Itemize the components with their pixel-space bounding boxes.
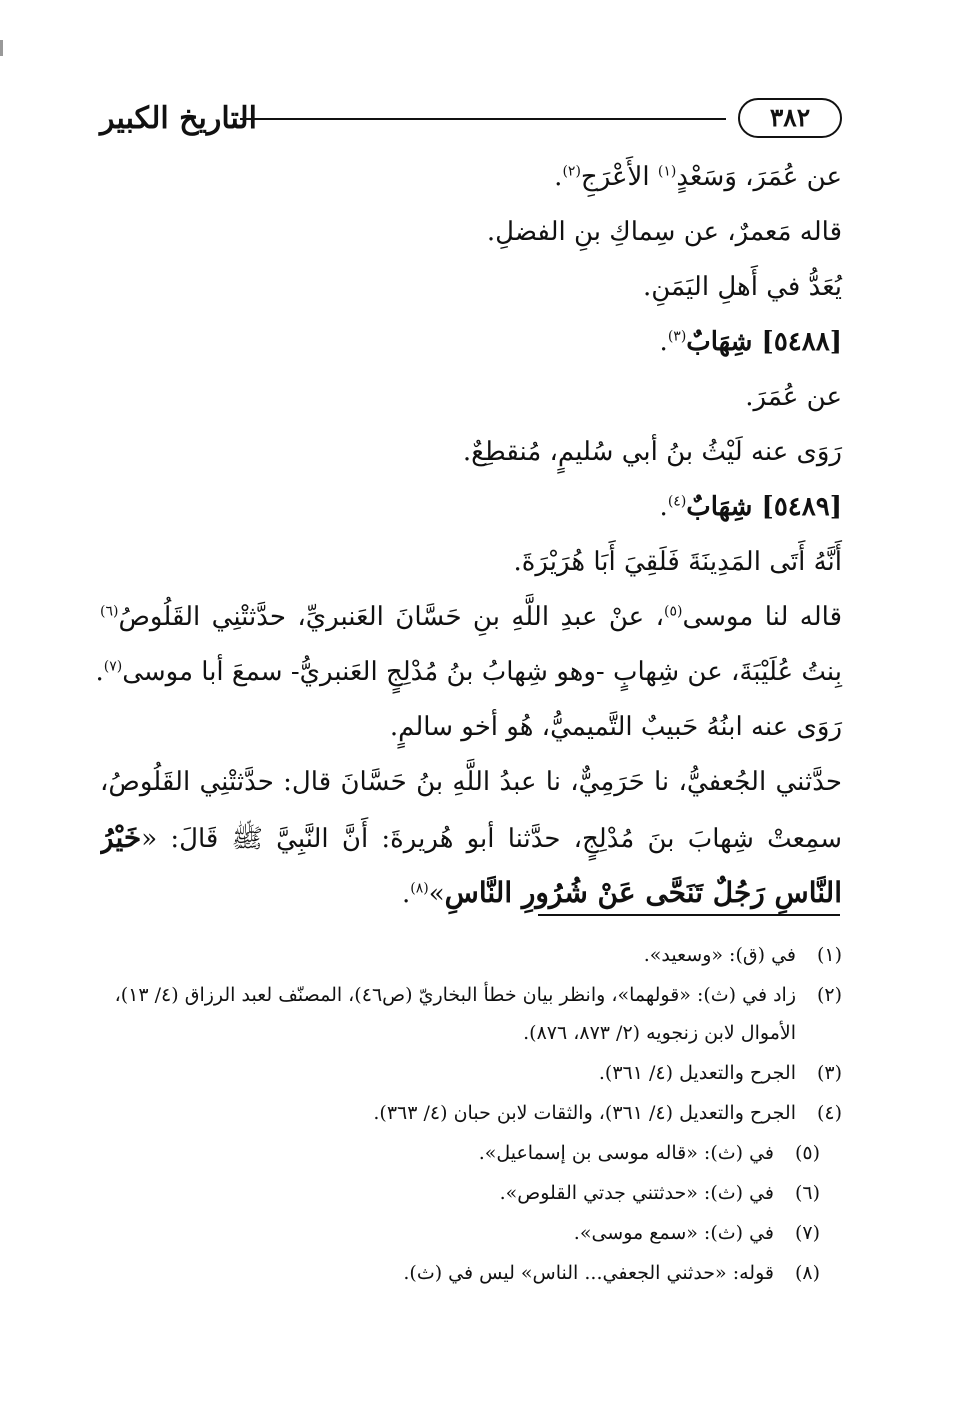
text-span: . <box>659 492 668 522</box>
text-line: يُعَدُّ في أَهلِ اليَمَنِ. <box>642 272 842 302</box>
footnote-number: (٣) <box>816 1062 842 1084</box>
footnote-item <box>100 936 842 974</box>
hadith-text: النَّاسِ رَجُلٌ تَنَحَّى عَنْ شُرُورِ النَّاسِ <box>444 876 842 909</box>
entry-number: [٥٤٨٩] <box>761 492 842 522</box>
footnote-rule <box>538 914 840 916</box>
text-span: بِنتُ عُلَيْبَةَ، عن شِهابٍ -وهو شِهابُ بنُ مُدْلِجٍ العَنبريُّ- سمعَ أبا موسى <box>122 657 842 687</box>
page-header <box>100 96 842 142</box>
footnote-number: (٨) <box>794 1262 820 1284</box>
footnote-text: في (ث): «حدثتني جدتي القلوص». <box>499 1182 774 1204</box>
text-line <box>95 645 842 700</box>
footnote-ref: (٧) <box>103 658 123 675</box>
footnote-ref: (١) <box>657 163 677 180</box>
entry-number: [٥٤٨٨] <box>761 327 842 357</box>
text-span: عن عُمَرَ، وَسَعْدٍ <box>676 162 842 192</box>
footnote-item <box>100 1254 842 1292</box>
footnote-number: (٥) <box>794 1142 820 1164</box>
header-rule <box>240 118 726 120</box>
footnote-text: في (ث): «سمع موسى». <box>573 1222 774 1244</box>
text-line: أَنَّهُ أَتَى المَدِينَةَ فَلَقِيَ أَبَا هُرَيْرَةَ. <box>513 547 842 577</box>
text-line: حدَّثني الجُعفيُّ، نا حَرَمِيٌّ، نا عبدُ اللَّهِ بنُ حَسَّانَ قال: حدَّثتْنِي القَلُوصُ، <box>100 767 842 797</box>
running-title: التاريخ الكبير <box>100 101 258 136</box>
page-number: ٣٨٢ <box>738 98 842 138</box>
text-span: » <box>428 879 445 909</box>
footnote-number: (١) <box>816 944 842 966</box>
entry-name: شِهَابٌ <box>686 327 762 357</box>
hadith-text: خَيْرُ <box>100 821 142 854</box>
text-line: رَوَى عنه لَيْثُ بنُ أبي سُليمٍ، مُنقطِعٌ. <box>462 437 842 467</box>
main-text <box>95 150 842 920</box>
footnote-text: زاد في (ث): «قولهما»، وانظر بيان خطأ البخاريّ (ص٤٦)، المصنّف لعبد الرزاق (٤/ ١٣)، الأموال لابن زنجويه (٢/ ٨٧٣، ٨٧٦). <box>114 984 796 1044</box>
footnote-item <box>100 1214 842 1252</box>
footnote-item <box>100 1094 842 1132</box>
text-span: . <box>401 879 411 909</box>
footnote-number: (٦) <box>794 1182 820 1204</box>
text-span: ، عنْ عبدِ اللَّهِ بنِ حَسَّانَ العَنبريِّ، حدَّثتْنِي القَلُوصُ <box>118 602 664 632</box>
text-line <box>100 590 842 645</box>
footnote-ref: (٤) <box>667 493 687 510</box>
text-span: . <box>95 657 104 687</box>
text-line: قاله مَعمرٌ، عن سِماكِ بنِ الفضلِ. <box>486 217 842 247</box>
footnote-text: الجرح والتعديل (٤/ ٣٦١). <box>598 1062 796 1084</box>
entry-heading-5488 <box>100 315 842 370</box>
text-span: . <box>659 327 668 357</box>
text-span: . <box>554 162 563 192</box>
text-line <box>100 865 842 920</box>
footnotes <box>100 936 842 1294</box>
footnote-ref: (٦) <box>100 603 119 620</box>
footnote-number: (٢) <box>816 984 842 1006</box>
entry-name: شِهَابٌ <box>686 492 762 522</box>
footnote-ref: (٥) <box>664 603 683 620</box>
entry-heading-5489 <box>100 480 842 535</box>
footnote-item <box>100 1054 842 1092</box>
footnote-number: (٤) <box>816 1102 842 1124</box>
footnote-item <box>100 1174 842 1212</box>
footnote-text: الجرح والتعديل (٤/ ٣٦١)، والثقات لابن حبان (٤/ ٣٦٣). <box>373 1102 796 1124</box>
text-span: الأَعْرَجِ <box>580 162 658 192</box>
scan-margin-mark <box>0 40 3 56</box>
text-line: عن عُمَرَ. <box>745 382 842 412</box>
footnote-ref: (٨) <box>410 880 429 897</box>
text-span: سمِعتْ شِهابَ بنَ مُدْلِجٍ، حدَّثنا أبو هُريرةَ: أَنَّ النَّبِيَّ ﷺ قَالَ: « <box>141 824 842 854</box>
footnote-text: في (ق): «وسعيد». <box>643 944 796 966</box>
text-line: رَوَى عنه ابنُهُ حَبيبٌ التَّميميُّ، هُو أخو سالمٍ. <box>389 712 842 742</box>
footnote-item <box>100 976 842 1052</box>
footnote-number: (٧) <box>794 1222 820 1244</box>
text-line <box>100 150 842 205</box>
footnote-text: في (ث): «قاله موسى بن إسماعيل». <box>478 1142 774 1164</box>
footnote-ref: (٣) <box>667 328 687 345</box>
text-span: قاله لنا موسى <box>682 602 842 632</box>
text-line <box>100 810 842 865</box>
footnote-ref: (٢) <box>562 163 581 180</box>
footnote-text: قوله: «حدثني الجعفي... الناس» ليس في (ث). <box>403 1262 774 1284</box>
footnote-item <box>100 1134 842 1172</box>
